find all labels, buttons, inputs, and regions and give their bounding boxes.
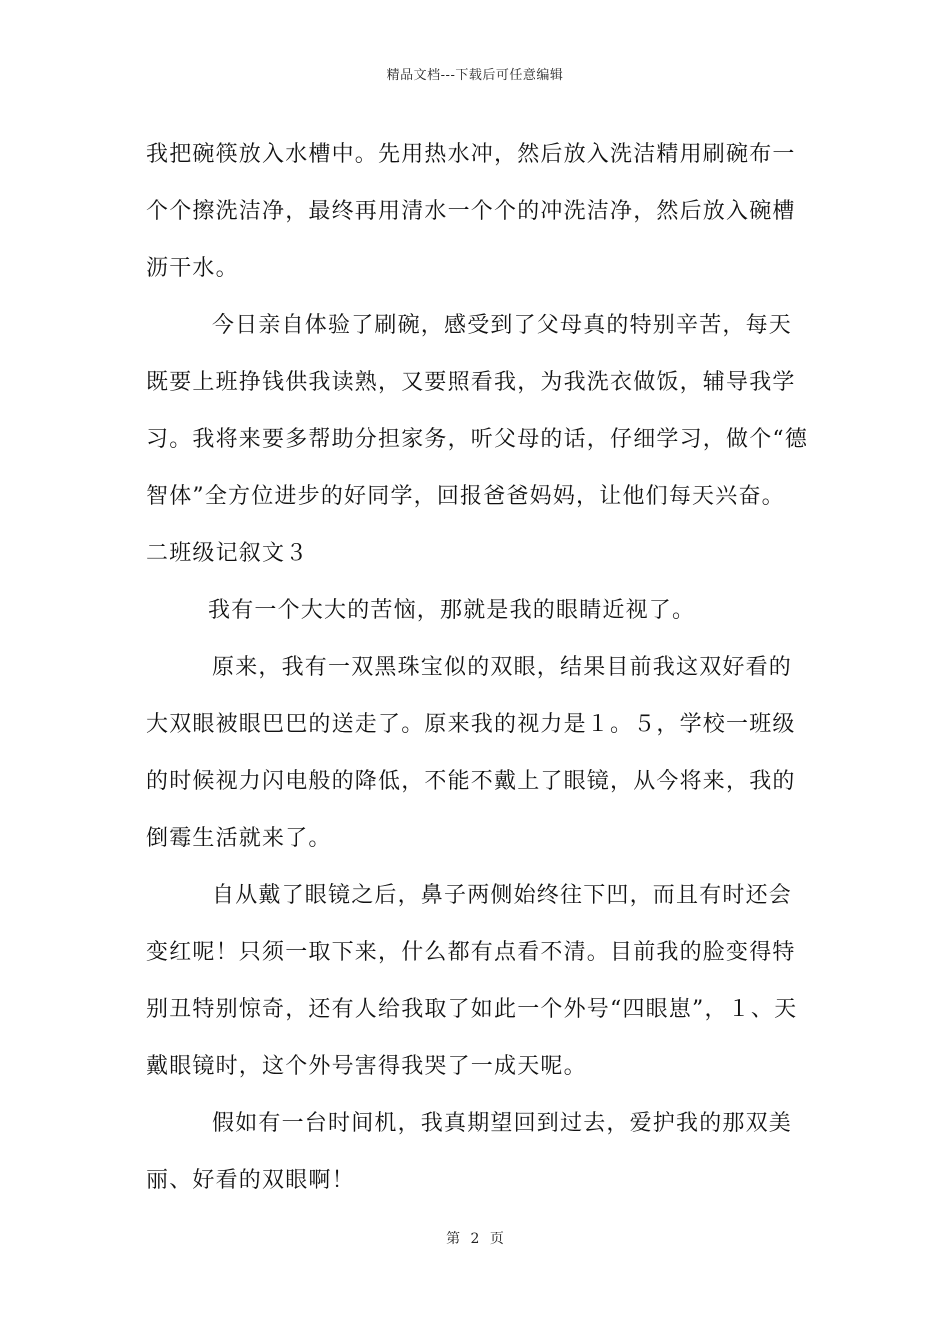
page-label-suffix: 页 xyxy=(489,1231,504,1247)
paragraph-parents-reflection: 今日亲自体验了刷碗，感受到了父母真的特别辛苦，每天既要上班挣钱供我读熟，又要照看我，为我洗衣做饭，辅导我学习。我将来要多帮助分担家务，听父母的话，仔细学习，做个“德智体”全方位进步的好同学，回报爸爸妈妈，让他们每天兴奋。 xyxy=(146,313,809,509)
essay-title: 二班级记叙文３ xyxy=(146,541,309,566)
paragraph-glasses-trouble: 自从戴了眼镜之后，鼻子两侧始终往下凹，而且有时还会变红呢！只须一取下来，什么都有点看不清。目前我的脸变得特别丑特别惊奇，还有人给我取了如此一个外号“四眼崽”，１、天戴眼镜时，这个外号害得我哭了一成天呢。 xyxy=(146,883,798,1079)
page-footer xyxy=(0,1228,950,1248)
paragraph-eyes-story: 原来，我有一双黑珠宝似的双眼，结果目前我这双好看的大双眼被眼巴巴的送走了。原来我的视力是１。５，学校一班级的时候视力闪电般的降低，不能不戴上了眼镜，从今将来，我的倒霉生活就来了。 xyxy=(146,655,796,851)
document-body xyxy=(146,126,814,1209)
paragraph-dishwashing-steps: 我把碗筷放入水槽中。先用热水冲，然后放入洗洁精用刷碗布一个个擦洗洁净，最终再用清水一个个的冲洗洁净，然后放入碗槽沥干水。 xyxy=(146,142,796,281)
page-number: 2 xyxy=(470,1231,480,1247)
paragraph-time-machine-wish: 假如有一台时间机，我真期望回到过去，爱护我的那双美丽、好看的双眼啊！ xyxy=(146,1111,793,1193)
page-header: 精品文档---下载后可任意编辑 xyxy=(386,68,564,83)
page-label-prefix: 第 xyxy=(446,1231,461,1247)
paragraph-myopia-intro: 我有一个大大的苦恼，那就是我的眼睛近视了。 xyxy=(208,598,696,623)
